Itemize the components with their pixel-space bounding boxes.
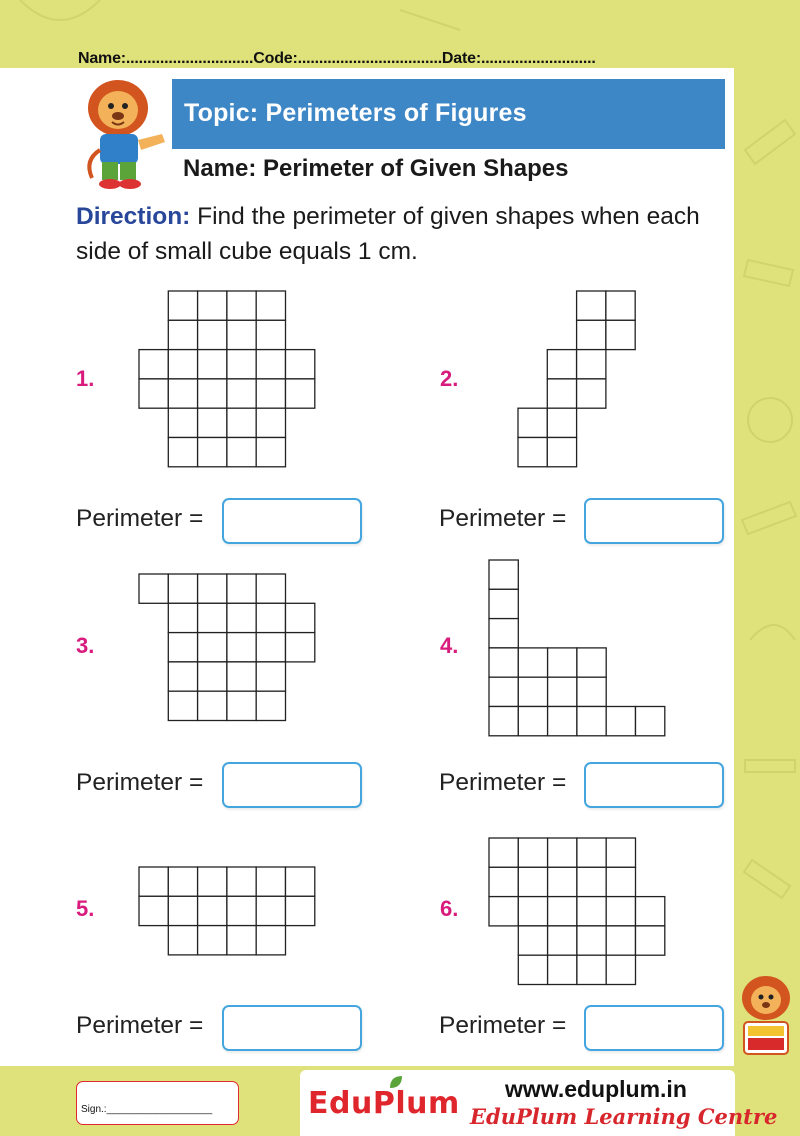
grid-cell [168,291,197,320]
grid-cell [256,662,285,691]
grid-cell [256,633,285,662]
grid-cell [198,633,227,662]
perimeter-answer-box-1[interactable] [222,498,362,544]
grid-cell [227,662,256,691]
grid-cell [227,437,256,466]
topic-title: Topic: Perimeters of Figures [184,99,527,127]
perimeter-label-6: Perimeter = [439,1012,567,1039]
grid-cell [168,896,197,925]
grid-cell [489,619,518,648]
grid-cell [547,350,576,379]
problem-number-2: 2. [440,366,459,391]
grid-cell [606,867,635,896]
grid-cell [256,437,285,466]
grid-cell [227,408,256,437]
grid-cell [227,896,256,925]
grid-cell [548,926,577,955]
grid-cell [256,603,285,632]
grid-cell [518,897,547,926]
grid-cell [198,574,227,603]
topic-banner [172,79,725,149]
grid-cell [606,897,635,926]
grid-cell [285,603,314,632]
grid-cell [489,677,518,706]
grid-cell [168,603,197,632]
grid-cell [606,291,635,320]
shape-grid-svg [488,559,666,737]
grid-cell [489,648,518,677]
grid-cell [256,379,285,408]
brand-url[interactable]: www.eduplum.in [505,1076,687,1102]
problem-number-6: 6. [440,896,459,921]
grid-cell [577,379,606,408]
grid-cell [168,633,197,662]
grid-cell [198,320,227,349]
grid-cell [285,867,314,896]
problem-number-3: 3. [76,633,95,658]
grid-cell [577,320,606,349]
shape-grid-svg [138,290,316,468]
signature-label: Sign.:___________________ [81,1104,213,1115]
grid-cell [168,408,197,437]
grid-cell [198,896,227,925]
grid-cell [168,574,197,603]
grid-cell [489,560,518,589]
grid-cell [227,574,256,603]
direction-lead: Direction: [76,203,191,230]
grid-cell [577,648,606,677]
shape-grid-svg [138,866,316,956]
direction-text [76,199,716,269]
perimeter-label-5: Perimeter = [76,1012,204,1039]
shape-grid-svg [138,573,316,722]
grid-cell [285,379,314,408]
grid-cell [547,379,576,408]
grid-cell [198,867,227,896]
grid-cell [285,350,314,379]
grid-cell [139,867,168,896]
grid-cell [285,633,314,662]
grid-cell [635,897,664,926]
shape-grid-1 [138,290,316,468]
grid-cell [577,677,606,706]
grid-cell [256,574,285,603]
grid-cell [606,706,635,735]
grid-cell [548,867,577,896]
shape-grid-2 [517,290,636,468]
problem-number-1: 1. [76,366,95,391]
grid-cell [285,896,314,925]
shape-grid-svg [517,290,636,468]
grid-cell [577,897,606,926]
grid-cell [168,320,197,349]
shape-grid-3 [138,573,316,722]
grid-cell [518,867,547,896]
grid-cell [518,955,547,984]
perimeter-answer-box-6[interactable] [584,1005,724,1051]
grid-cell [198,662,227,691]
grid-cell [635,926,664,955]
grid-cell [548,706,577,735]
grid-cell [577,291,606,320]
edushera-mascot-icon [736,972,796,1064]
grid-cell [606,955,635,984]
grid-cell [489,897,518,926]
shape-grid-5 [138,866,316,956]
shape-grid-6 [488,837,666,986]
grid-cell [256,350,285,379]
grid-cell [198,926,227,955]
grid-cell [227,867,256,896]
grid-cell [168,691,197,720]
grid-cell [489,706,518,735]
grid-cell [168,662,197,691]
grid-cell [139,350,168,379]
problem-number-5: 5. [76,896,95,921]
grid-cell [518,677,547,706]
perimeter-label-4: Perimeter = [439,769,567,796]
grid-cell [548,677,577,706]
grid-cell [518,926,547,955]
grid-cell [198,691,227,720]
grid-cell [547,437,576,466]
worksheet-subtitle: Name: Perimeter of Given Shapes [183,155,569,182]
grid-cell [198,291,227,320]
grid-cell [256,691,285,720]
grid-cell [256,867,285,896]
shape-grid-4 [488,559,666,737]
grid-cell [256,408,285,437]
grid-cell [168,437,197,466]
perimeter-answer-box-4[interactable] [584,762,724,808]
grid-cell [518,648,547,677]
grid-cell [168,379,197,408]
grid-cell [256,896,285,925]
brand-centre-name: EduPlum Learning Centre [470,1104,778,1129]
grid-cell [168,350,197,379]
grid-cell [548,897,577,926]
grid-cell [256,291,285,320]
direction-body: Find the perimeter of given shapes when each side of small cube equals 1 cm. [76,203,700,265]
grid-cell [518,408,547,437]
grid-cell [577,706,606,735]
grid-cell [227,379,256,408]
grid-cell [606,838,635,867]
grid-cell [256,926,285,955]
perimeter-answer-box-2[interactable] [584,498,724,544]
grid-cell [227,350,256,379]
brand-panel [300,1070,778,1136]
student-info-line: Name:..............................Code:..................................Date:........................... [78,50,596,67]
grid-cell [227,926,256,955]
perimeter-label-3: Perimeter = [76,769,204,796]
perimeter-label-1: Perimeter = [76,505,204,532]
signature-box[interactable] [76,1081,239,1125]
lion-mascot-icon [74,74,174,192]
shape-grid-svg [488,837,666,986]
grid-cell [635,706,664,735]
perimeter-label-2: Perimeter = [439,505,567,532]
grid-cell [577,867,606,896]
grid-cell [548,648,577,677]
perimeter-answer-box-3[interactable] [222,762,362,808]
grid-cell [168,926,197,955]
grid-cell [198,603,227,632]
grid-cell [139,574,168,603]
grid-cell [227,633,256,662]
grid-cell [518,838,547,867]
grid-cell [606,320,635,349]
grid-cell [548,838,577,867]
grid-cell [256,320,285,349]
grid-cell [168,867,197,896]
problem-number-4: 4. [440,633,459,658]
grid-cell [547,408,576,437]
grid-cell [227,320,256,349]
grid-cell [198,379,227,408]
grid-cell [577,955,606,984]
grid-cell [518,437,547,466]
grid-cell [227,291,256,320]
grid-cell [606,926,635,955]
grid-cell [548,955,577,984]
grid-cell [227,603,256,632]
grid-cell [227,691,256,720]
grid-cell [198,350,227,379]
brand-logo: EduPlum [308,1086,460,1121]
grid-cell [489,838,518,867]
grid-cell [489,867,518,896]
grid-cell [577,926,606,955]
grid-cell [198,437,227,466]
perimeter-answer-box-5[interactable] [222,1005,362,1051]
grid-cell [198,408,227,437]
grid-cell [518,706,547,735]
grid-cell [577,350,606,379]
grid-cell [489,589,518,618]
grid-cell [139,379,168,408]
grid-cell [139,896,168,925]
grid-cell [577,838,606,867]
